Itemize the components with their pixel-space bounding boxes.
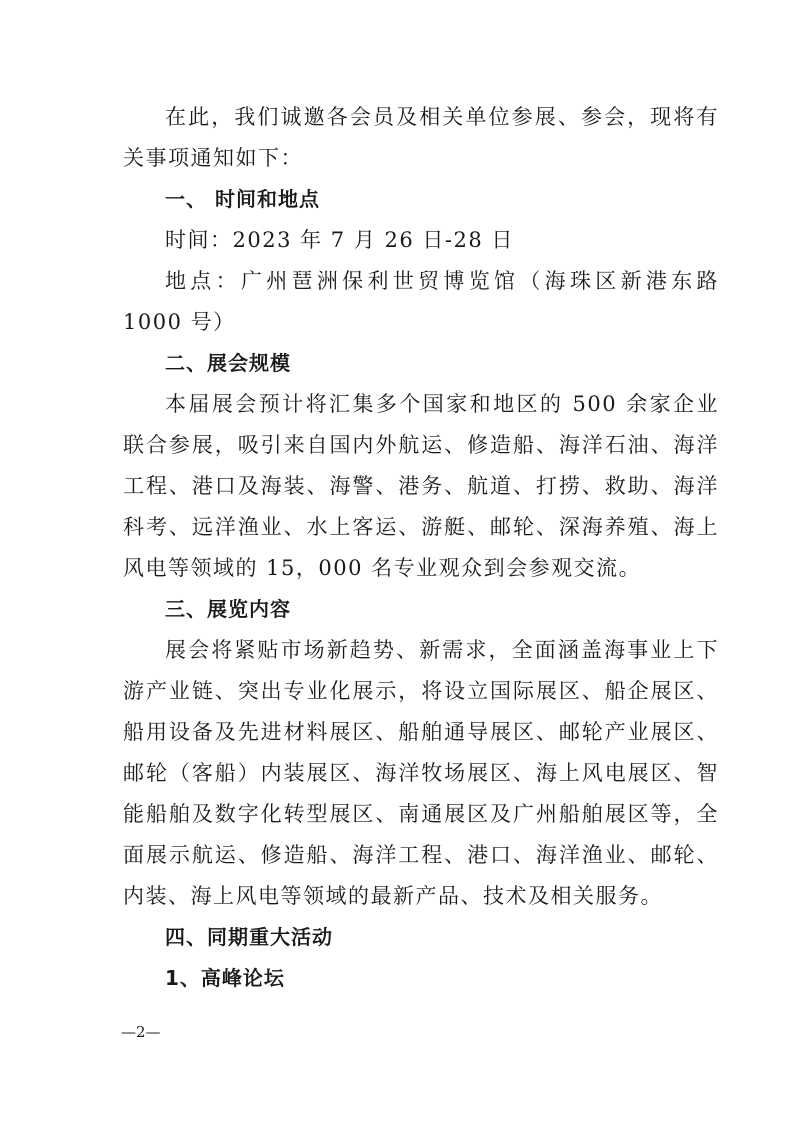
content-paragraph: 展会将紧贴市场新趋势、新需求，全面涵盖海事业上下游产业链、突出专业化展示，将设立国际展区、船企展区、船用设备及先进材料展区、船舶通导展区、邮轮产业展区、邮轮（客船）内装展区、海洋牧场展区、海上风电展区、智能船舶及数字化转型展区、南通展区及广州船舶展区等，全面展示航运、修造船、海洋工程、港口、海洋渔业、邮轮、内装、海上风电等领域的最新产品、技术及相关服务。 <box>123 638 719 908</box>
event-time: 时间：2023 年 7 月 26 日-28 日 <box>165 228 514 252</box>
scale-paragraph: 本届展会预计将汇集多个国家和地区的 500 余家企业联合参展，吸引来自国内外航运、修造船、海洋石油、海洋工程、港口及海装、海警、港务、航道、打捞、救助、海洋科考、远洋渔业、水上客运、游艇、邮轮、深海养殖、海上风电等领域的 15，000 名专业观众到会参观交流。 <box>123 392 719 580</box>
section-heading-scale: 二、展会规模 <box>165 351 291 375</box>
section-heading-time-location: 一、 时间和地点 <box>165 187 320 211</box>
intro-paragraph: 在此，我们诚邀各会员及相关单位参展、参会，现将有关事项通知如下： <box>123 105 719 170</box>
document-body <box>123 97 719 999</box>
page-number: —2— <box>121 1023 161 1041</box>
section-heading-activities: 四、同期重大活动 <box>165 925 333 949</box>
subheading-summit-forum: 1、高峰论坛 <box>165 966 285 990</box>
section-heading-content: 三、展览内容 <box>165 597 291 621</box>
event-location: 地点：广州琶洲保利世贸博览馆（海珠区新港东路 1000 号） <box>123 269 719 334</box>
